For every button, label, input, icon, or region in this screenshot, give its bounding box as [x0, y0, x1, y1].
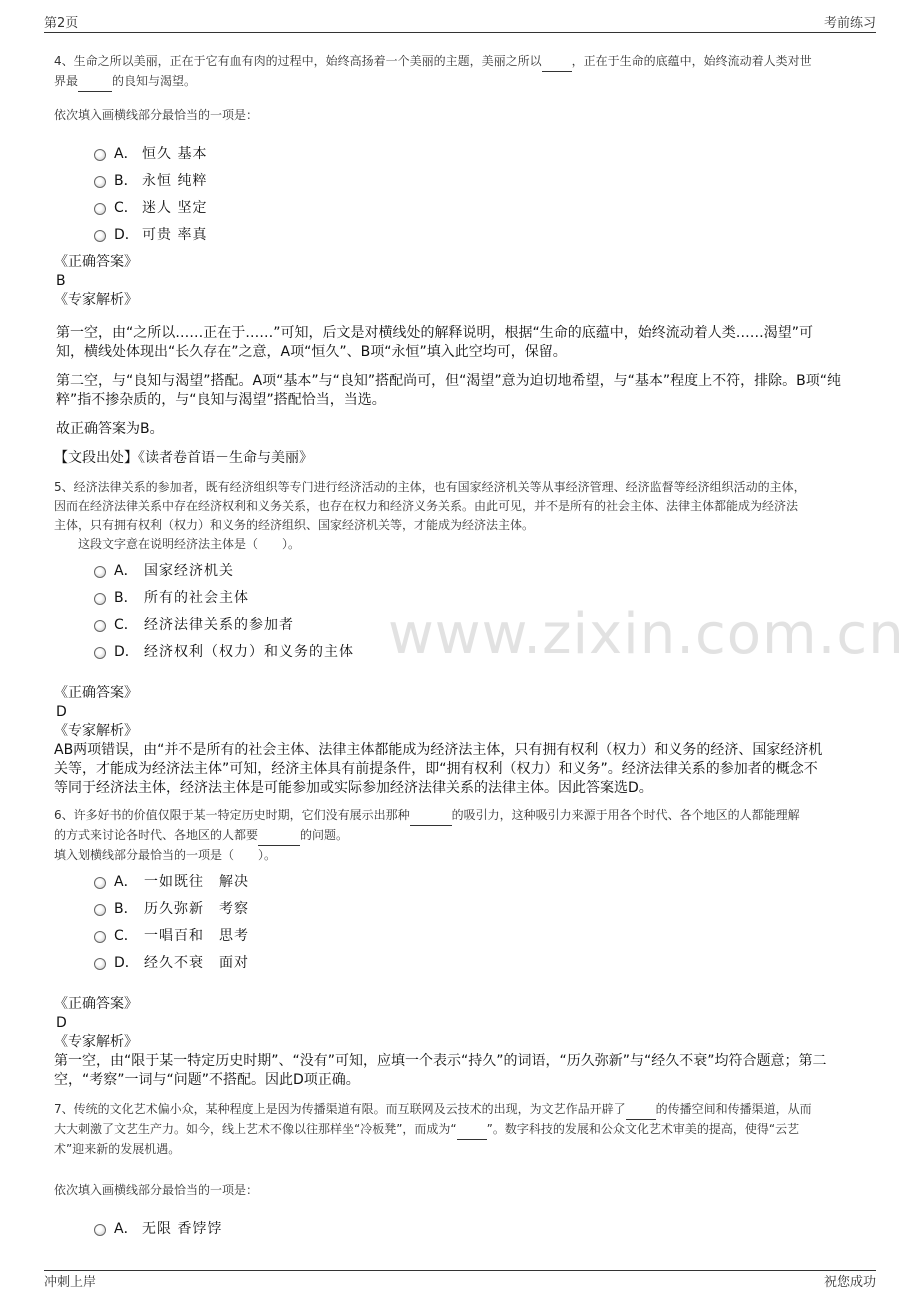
radio-icon[interactable] [94, 176, 106, 188]
question-prompt: 这段文字意在说明经济法主体是（ ）。 [78, 537, 301, 551]
answer-blank [626, 1100, 656, 1120]
analysis-label: 《专家解析》 [54, 723, 138, 739]
answer-value: B [56, 273, 66, 289]
radio-icon[interactable] [94, 620, 106, 632]
question-stem: 6、许多好书的价值仅限于某一特定历史时期，它们没有展示出那种 的吸引力，这种吸引力来源于用各个时代、各个地区的人都能理解 的方式来讨论各时代、各地区的人都要 的问题。 [54, 806, 872, 846]
answer-label: 《正确答案》 [54, 996, 138, 1012]
radio-icon[interactable] [94, 931, 106, 943]
radio-icon[interactable] [94, 1224, 106, 1236]
question-4 [54, 52, 872, 468]
option-d[interactable]: D． 可贵 率真 [94, 222, 872, 249]
header-divider [44, 32, 876, 33]
option-b[interactable]: B． 所有的社会主体 [94, 585, 872, 612]
option-a[interactable]: A． 无限 香饽饽 [94, 1216, 872, 1243]
page-header [44, 12, 876, 32]
option-d[interactable]: D． 经久不衰 面对 [94, 950, 872, 977]
option-c[interactable]: C． 一唱百和 思考 [94, 923, 872, 950]
answer-blank [258, 826, 300, 846]
option-b[interactable]: B． 永恒 纯粹 [94, 168, 872, 195]
option-a[interactable]: A． 恒久 基本 [94, 141, 872, 168]
question-prompt: 填入划横线部分最恰当的一项是（ ）。 [54, 848, 277, 862]
radio-icon[interactable] [94, 149, 106, 161]
option-b[interactable]: B． 历久弥新 考察 [94, 896, 872, 923]
radio-icon[interactable] [94, 203, 106, 215]
question-5 [54, 478, 872, 798]
page-number: 第2页 [44, 16, 79, 31]
analysis-paragraph: 第二空，与“良知与渴望”搭配。A项“基本”与“良知”搭配尚可，但“渴望”意为迫切地希望，与“基本”程度上不符，排除。B项“纯 粹”指不掺杂质的，与“良知与渴望”搭配恰当，当选。 [56, 373, 841, 408]
option-c[interactable]: C． 迷人 坚定 [94, 195, 872, 222]
options-list [94, 869, 872, 977]
page-footer [44, 1271, 876, 1291]
options-list [94, 558, 872, 666]
header-title: 考前练习 [823, 16, 876, 31]
radio-icon[interactable] [94, 593, 106, 605]
option-a[interactable]: A． 国家经济机关 [94, 558, 872, 585]
radio-icon[interactable] [94, 958, 106, 970]
analysis-label: 《专家解析》 [54, 292, 138, 308]
analysis-label: 《专家解析》 [54, 1034, 138, 1050]
question-stem: 5、经济法律关系的参加者，既有经济组织等专门进行经济活动的主体，也有国家经济机关等从事经济管理、经济监督等经济组织活动的主体， 因而在经济法律关系中存在经济权利和义务关系，也存在权力和经济义务关系。由此可见，并不是所有的社会主体、法律主体都能成为经济法 主体，只有拥有权利（权力）和义务的经济组织、国家经济机关等，才能成为经济法主体。 [54, 480, 806, 532]
answer-value: D [56, 704, 67, 720]
answer-blank [542, 52, 572, 72]
answer-value: D [56, 1015, 67, 1031]
footer-right-text: 祝您成功 [823, 1275, 876, 1290]
options-list [94, 1216, 872, 1243]
analysis-conclusion: 故正确答案为B。 [56, 421, 164, 437]
options-list [94, 141, 872, 249]
answer-blank [457, 1120, 487, 1140]
radio-icon[interactable] [94, 647, 106, 659]
question-stem: 7、传统的文化艺术偏小众，某种程度上是因为传播渠道有限。而互联网及云技术的出现，为文艺作品开辟了 的传播空间和传播渠道，从而 大大刺激了文艺生产力。如今，线上艺术不像以往那样坐“冷板凳”，而成为“ ”。数字科技的发展和公众文化艺术审美的提高，使得“云艺 术”迎来新的发展机遇。 [54, 1102, 812, 1156]
question-content [54, 52, 872, 1243]
option-c[interactable]: C． 经济法律关系的参加者 [94, 612, 872, 639]
question-stem: 4、生命之所以美丽，正在于它有血有肉的过程中，始终高扬着一个美丽的主题，美丽之所以 ，正在于生命的底蕴中，始终流动着人类对世 界最 的良知与渴望。 [54, 52, 872, 92]
radio-icon[interactable] [94, 230, 106, 242]
answer-label: 《正确答案》 [54, 685, 138, 701]
answer-blank [78, 72, 112, 92]
question-prompt: 依次填入画横线部分最恰当的一项是： [54, 1183, 259, 1197]
analysis-paragraph: AB两项错误，由“并不是所有的社会主体、法律主体都能成为经济法主体，只有拥有权利（权力）和义务的经济、国家经济机 关等，才能成为经济法主体”可知，经济主体具有前提条件，即“拥有权利（权力）和义务”。经济法律关系的参加者的概念不 等同于经济法主体，经济法主体是可能参加或实际参加经济法律关系的法律主体。因此答案选D。 [54, 742, 823, 796]
answer-label: 《正确答案》 [54, 254, 138, 270]
question-prompt: 依次填入画横线部分最恰当的一项是： [54, 108, 259, 122]
radio-icon[interactable] [94, 566, 106, 578]
answer-blank [410, 806, 452, 826]
analysis-paragraph: 第一空，由“之所以……正在于……”可知，后文是对横线处的解释说明，根据“生命的底蕴中，始终流动着人类……渴望”可 知，横线处体现出“长久存在”之意，A项“恒久”、B项“永恒”填入此空均可，保留。 [56, 325, 814, 360]
radio-icon[interactable] [94, 877, 106, 889]
source-citation: 【文段出处】《读者卷首语－生命与美丽》 [54, 450, 313, 466]
option-d[interactable]: D． 经济权利（权力）和义务的主体 [94, 639, 872, 666]
watermark: www.zixin.com.cn [388, 602, 905, 667]
option-a[interactable]: A． 一如既往 解决 [94, 869, 872, 896]
footer-left-text: 冲刺上岸 [44, 1275, 97, 1290]
question-6 [54, 806, 872, 1090]
analysis-paragraph: 第一空，由“限于某一特定历史时期”、“没有”可知，应填一个表示“持久”的词语，“历久弥新”与“经久不衰”均符合题意；第二 空，“考察”一词与“问题”不搭配。因此D项正确。 [54, 1053, 827, 1088]
radio-icon[interactable] [94, 904, 106, 916]
question-7 [54, 1100, 872, 1243]
